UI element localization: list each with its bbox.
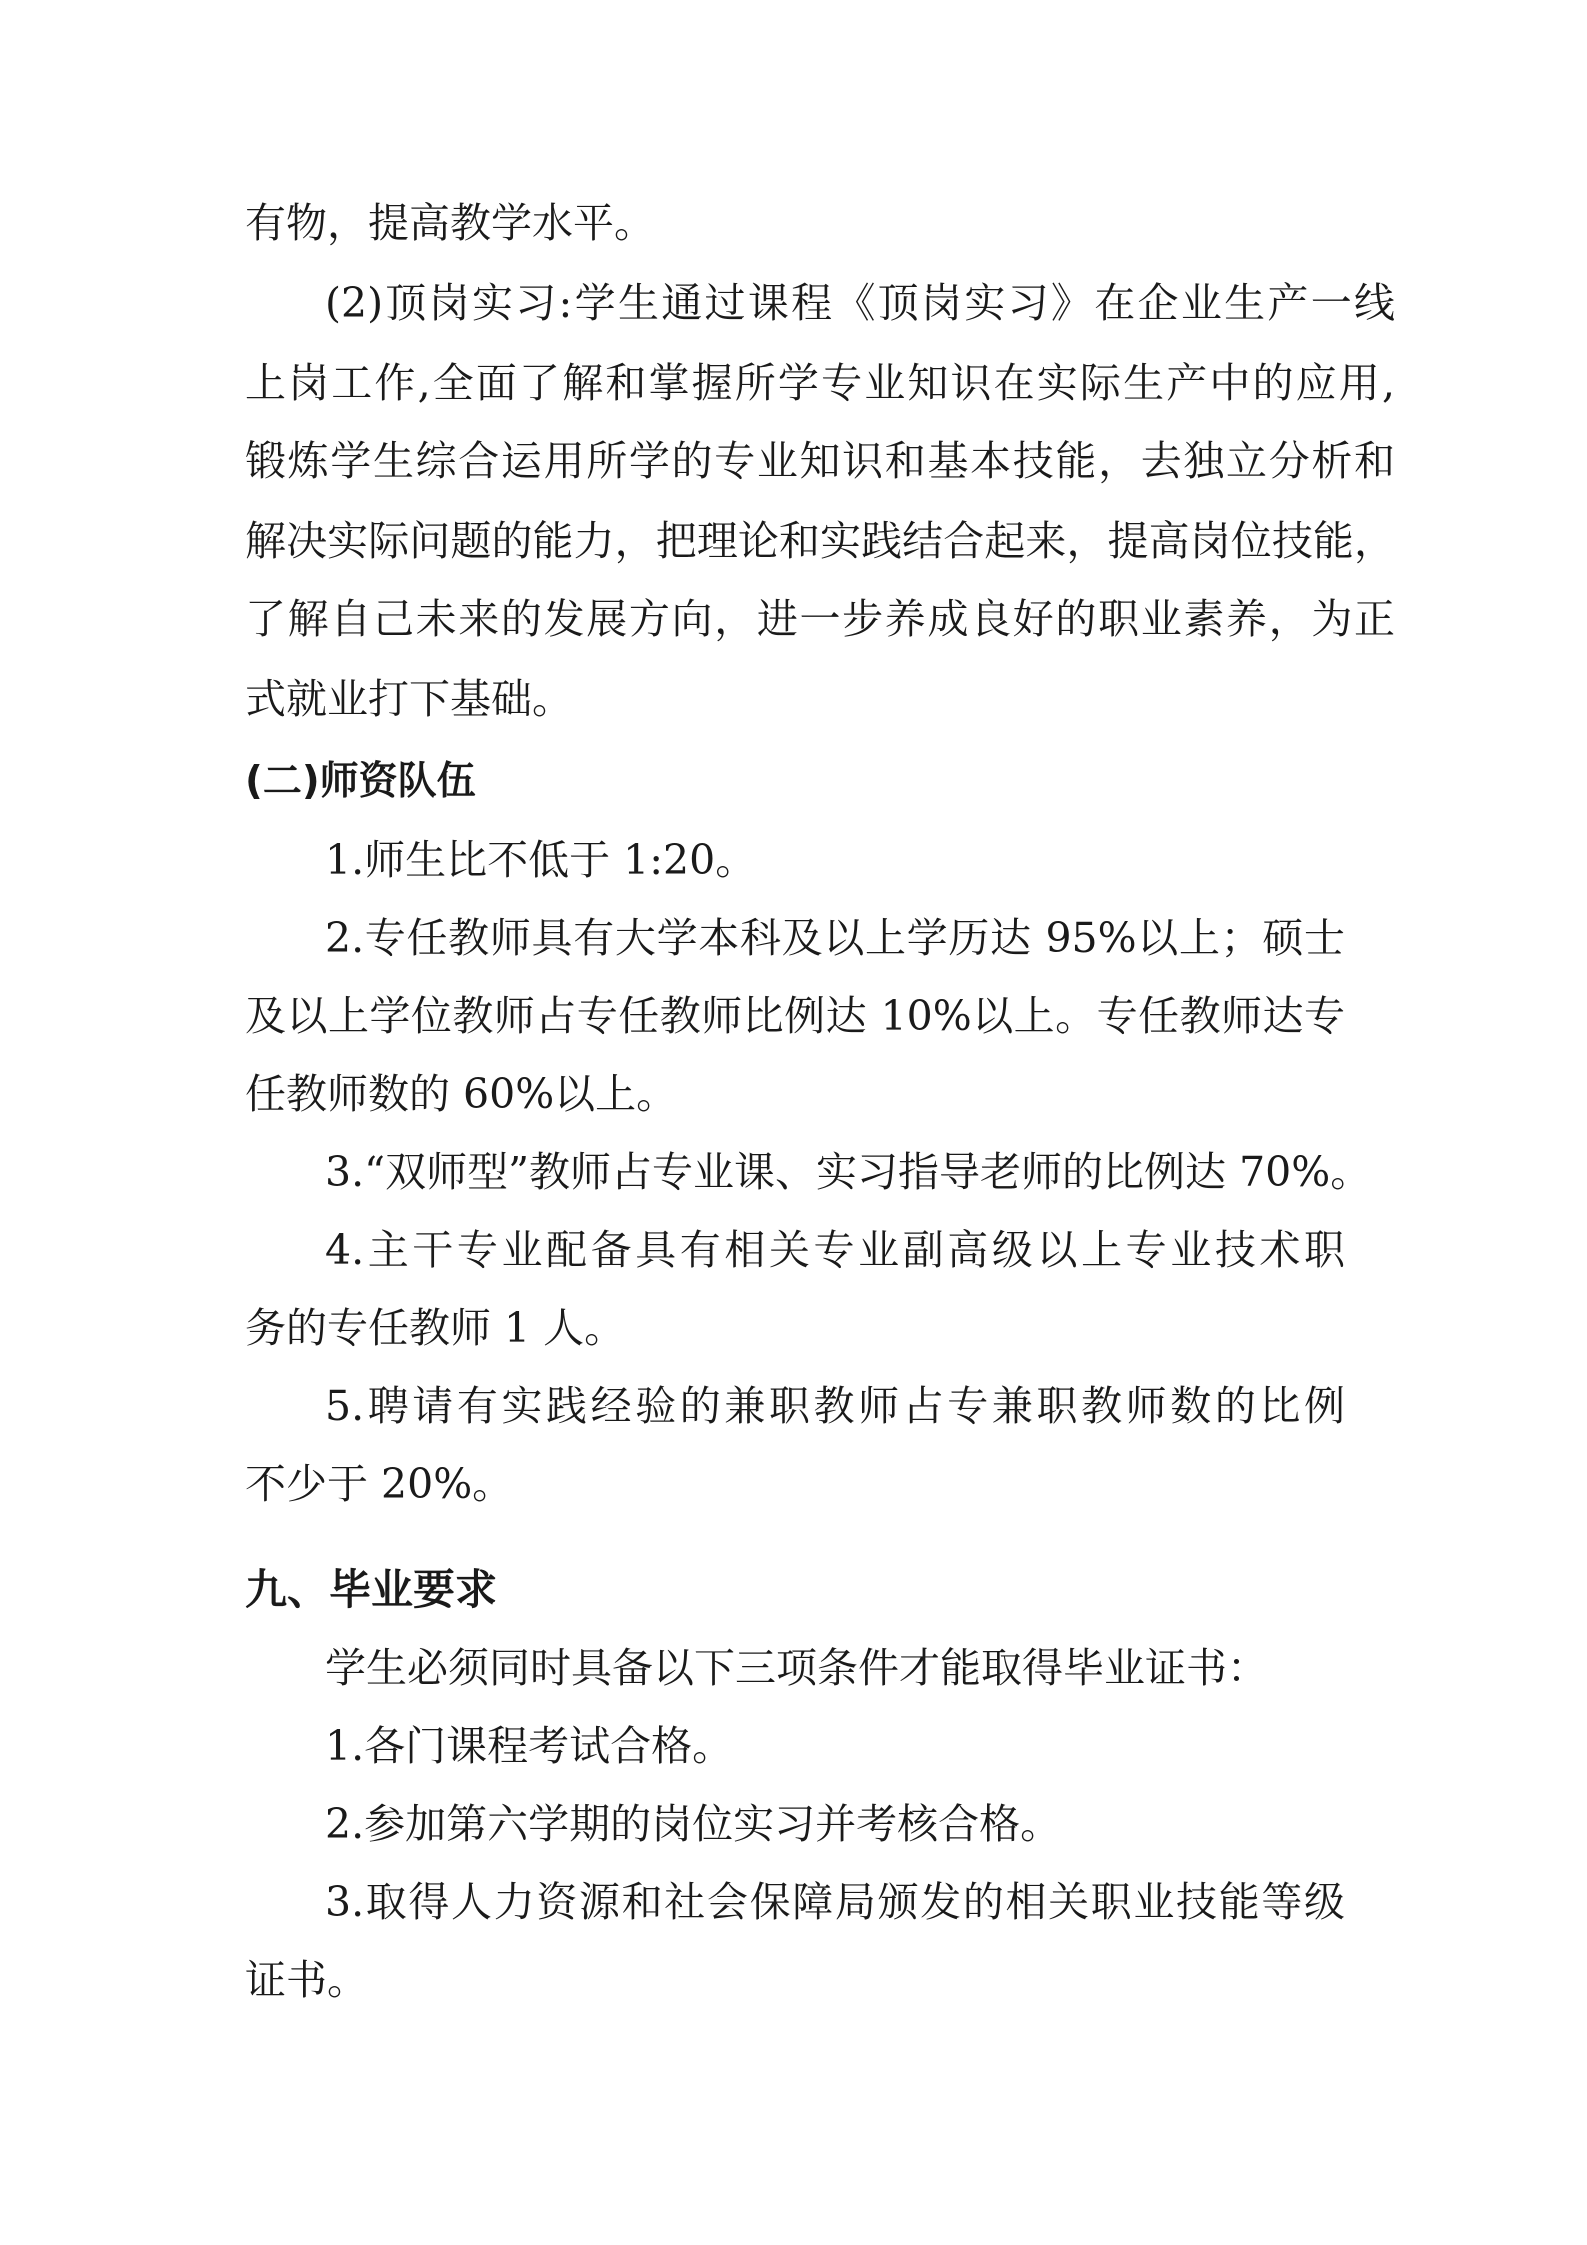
paragraph-line: 上岗工作,全面了解和掌握所学专业知识在实际生产中的应用,	[245, 359, 1395, 407]
list-item: 证书。	[245, 1956, 368, 2004]
paragraph-line: 锻炼学生综合运用所学的专业知识和基本技能，去独立分析和	[245, 437, 1395, 485]
paragraph-line: 学生必须同时具备以下三项条件才能取得毕业证书：	[325, 1644, 1268, 1692]
section-heading-teachers: (二)师资队伍	[245, 759, 476, 804]
section-heading-graduation: 九、毕业要求	[245, 1565, 498, 1614]
list-item: 5.聘请有实践经验的兼职教师占专兼职教师数的比例	[325, 1382, 1345, 1430]
list-item: 任教师数的 60%以上。	[245, 1070, 678, 1118]
list-item: 及以上学位教师占专任教师比例达 10%以上。专任教师达专	[245, 992, 1345, 1040]
paragraph-line: 了解自己未来的发展方向，进一步养成良好的职业素养，为正	[245, 595, 1395, 643]
paragraph-line: (2)顶岗实习:学生通过课程《顶岗实习》在企业生产一线	[325, 279, 1395, 327]
list-item: 3.“双师型”教师占专业课、实习指导老师的比例达 70%。	[325, 1148, 1372, 1196]
list-item: 4.主干专业配备具有相关专业副高级以上专业技术职	[325, 1226, 1345, 1274]
paragraph-line: 解决实际问题的能力，把理论和实践结合起来，提高岗位技能，	[245, 517, 1395, 565]
list-item: 2.专任教师具有大学本科及以上学历达 95%以上；硕士	[325, 914, 1345, 962]
list-item: 1.师生比不低于 1:20。	[325, 836, 757, 884]
list-item: 2.参加第六学期的岗位实习并考核合格。	[325, 1800, 1062, 1848]
paragraph-line: 有物，提高教学水平。	[245, 199, 655, 247]
paragraph-line: 式就业打下基础。	[245, 675, 573, 723]
list-item: 3.取得人力资源和社会保障局颁发的相关职业技能等级	[325, 1878, 1345, 1926]
list-item: 1.各门课程考试合格。	[325, 1722, 734, 1770]
list-item: 不少于 20%。	[245, 1460, 514, 1508]
list-item: 务的专任教师 1 人。	[245, 1304, 626, 1352]
